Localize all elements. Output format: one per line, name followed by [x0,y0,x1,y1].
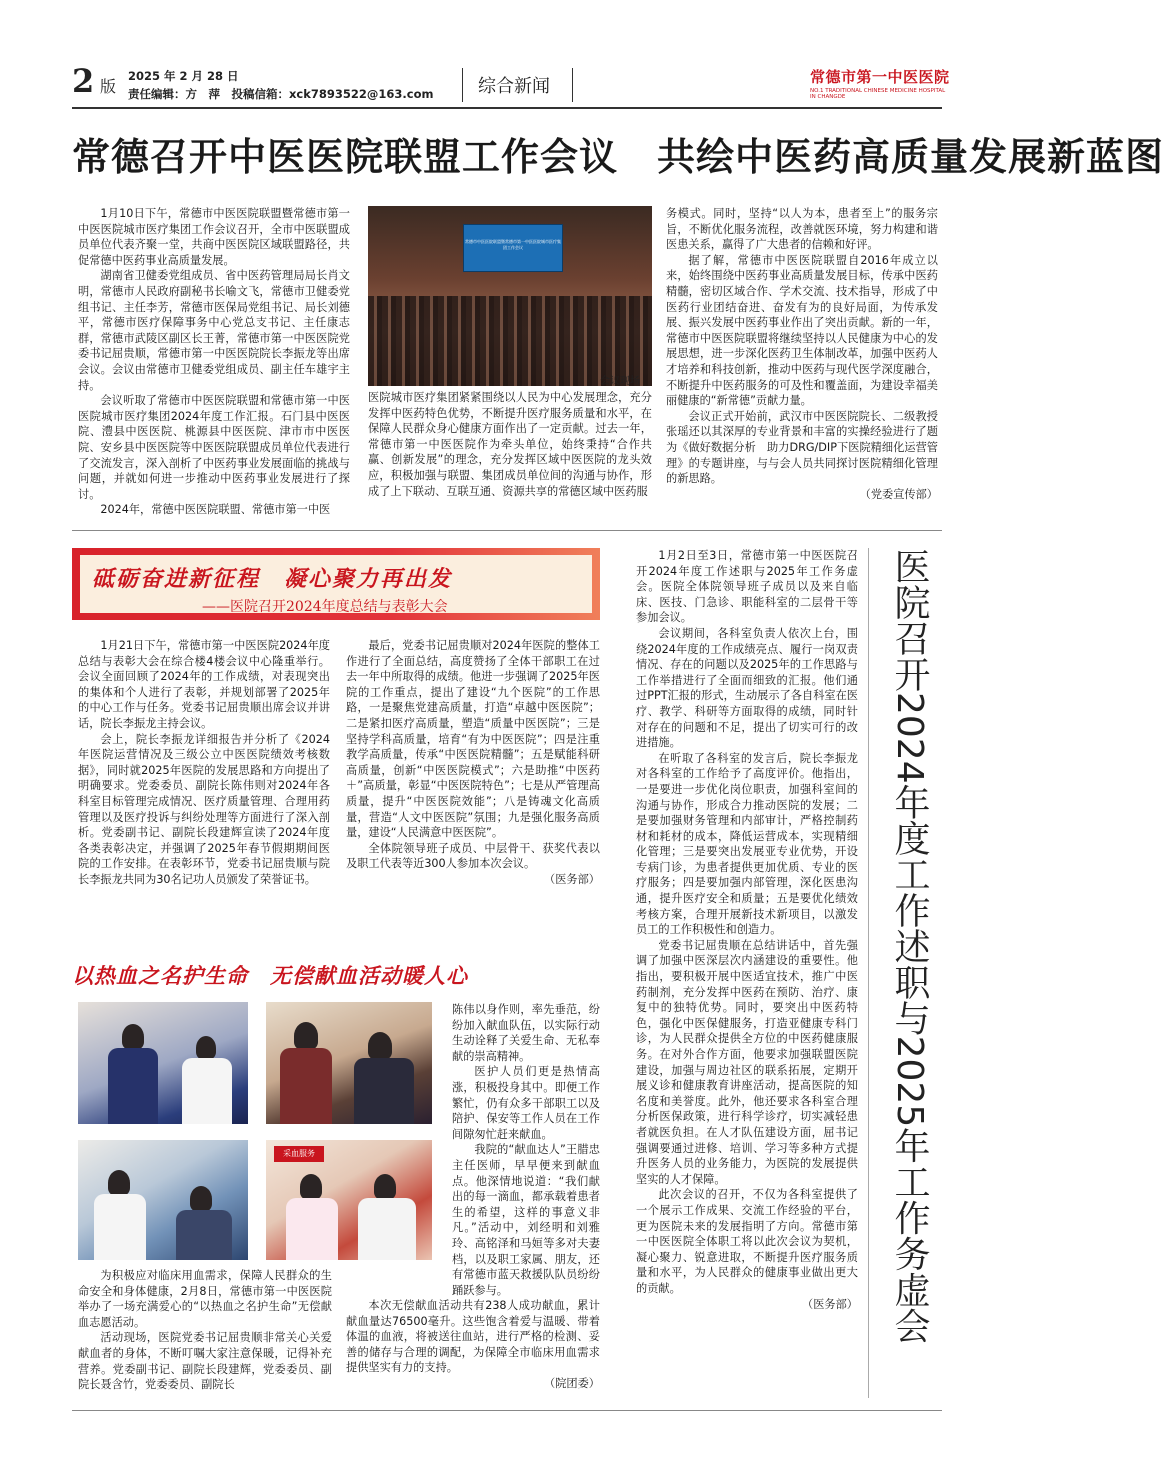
person-figure [94,1194,146,1260]
person-figure [354,1058,414,1124]
article1-column-1 [78,206,350,518]
masthead-rule [72,107,942,109]
paragraph: 务模式。同时，坚持“以人为本，患者至上”的服务宗旨，不断优化服务流程，改善就医环境，努力构建和谐医患关系，赢得了广大患者的信赖和好评。 [666,207,938,252]
person-figure [176,1210,232,1260]
blood-donation-photo-4 [266,1140,432,1260]
article1-column-3 [666,206,938,502]
paragraph: 会上，院长李振龙详细报告并分析了《2024年医院运营情况及三级公立中医医院绩效考核数据》，同时就2025年医院的发展思路和方向提出了明确要求。党委委员、副院长陈伟则对2024年各科室目标管理完成情况、医疗质量管理、合理用药管理以及医疗投诉与纠纷处理等方面进行了深入剖析。党委副书记、副院长段建辉宣读了2024年度各类表彰决定，并强调了2025年春节假期期间医院的工作安排。在表彰环节，党委书记屈贵顺与院长李振龙共同为30名记功人员颁发了荣誉证书。 [78,732,330,886]
paragraph: 本次无偿献血活动共有238人成功献血，累计献血量达76500毫升。这些饱含着爱与温暖、带着体温的血液，将被送往血站，进行严格的检测、妥善的储存与合理的调配，为保障全市临床用血需求提供坚实有力的支持。 [346,1299,600,1375]
article2-column-2 [346,638,600,888]
paragraph: 全体院领导班子成员、中层骨干、获奖代表以及职工代表等近300人参加本次会议。 [346,841,600,871]
column-rule [868,548,869,1398]
blood-donation-photo-1 [78,1002,248,1124]
paragraph: 党委书记屈贵顺在总结讲话中，首先强调了加强中医深层次内涵建设的重要性。他指出，要积极开展中医适宜技术，推广中医药制剂，充分发挥中医药在预防、治疗、康复中的独特优势。同时，要突出中医药特色，强化中医保健服务，打造亚健康专科门诊，为人民群众提供全方位的中医药健康服务。在对外合作方面，他要求加强联盟医院建设，加强与周边社区的联系拓展，定期开展义诊和健康教育讲座活动，提高医院的知名度和美誉度。此外，他还要求各科室合理分析医保政策，进行科学诊疗，切实减轻患者就医负担。在人才队伍建设方面，屈书记强调要通过进修、培训、学习等多种方式提升医务人员的业务能力，为医院的发展提供坚实的人才保障。 [636,938,858,1186]
photo-caption: 会议现场 [600,376,640,387]
article4-headline: 以热血之名护生命 无偿献血活动暖人心 [72,963,468,988]
byline: （院团委） [544,1376,600,1390]
section-rule [72,530,942,531]
article4-column-bottom [346,1298,600,1392]
conference-screen: 常德市中医医院联盟暨常德市第一中医医院城市医疗集团工作会议 [463,224,563,272]
paragraph: 湖南省卫健委党组成员、省中医药管理局局长肖文明，常德市人民政府副秘书长喻文飞，常德市卫健委党组书记、主任李芳，常德市医保局党组书记、局长刘德平，常德市医疗保障事务中心党总支书记、主任康志群，常德市武陵区副区长王菁，常德市第一中医医院党委书记屈贵顺，常德市第一中医医院院长李振龙等出席会议。会议由常德市卫健委党组成员、副主任车雄宇主持。 [78,269,350,392]
blood-donation-photo-3 [78,1140,248,1260]
hospital-logo-english: NO.1 TRADITIONAL CHINESE MEDICINE HOSPITAL IN CHANGDE [810,88,946,100]
person-figure [196,1036,216,1060]
paragraph: 1月2日至3日，常德市第一中医医院召开2024年度工作述职与2025年工作务虚会。医院全体院领导班子成员以及来自临床、医技、门急诊、职能科室的二层骨干等参加会议。 [636,549,858,625]
byline: （医务部） [802,1297,858,1311]
separator [572,68,573,102]
separator [462,68,463,102]
person-figure [286,1198,338,1260]
paragraph: 在听取了各科室的发言后，院长李振龙对各科室的工作给予了高度评价。他指出，一是要进一步优化岗位职责，加强科室间的沟通与协作，形成合力推动医院的发展；二是要加强财务管理和内部审计，严格控制药材和耗材的成本，降低运营成本，实现精细化管理；三是要突出发展亚专业优势，开设专病门诊，为患者提供更加优质、专业的医疗服务；四是要加强内部管理，深化医患沟通，提升医疗安全和质量；五是要优化绩效考核方案，合理开展新技术新项目，以激发员工的工作积极性和创造力。 [636,751,858,937]
paragraph: 会议期间，各科室负责人依次上台，围绕2024年度的工作成绩亮点、履行一岗双责情况、存在的问题以及2025年的工作思路与工作举措进行了全面而细致的汇报。他们通过PPT汇报的形式，生动展示了各自科室在医疗、教学、科研等方面取得的成绩，同时针对存在的问题和不足，提出了切实可行的改进措施。 [636,626,858,750]
paragraph: 此次会议的召开，不仅为各科室提供了一个展示工作成果、交流工作经验的平台，更为医院未来的发展指明了方向。常德市第一中医医院全体职工将以此次会议为契机，凝心聚力、锐意进取，不断提升医疗服务质量和水平，为人民群众的健康事业做出更大的贡献。 [636,1188,858,1295]
masthead [0,0,950,108]
paragraph: 1月21日下午，常德市第一中医医院2024年度总结与表彰大会在综合楼4楼会议中心隆重举行。会议全面回顾了2024年的工作成绩，对表现突出的集体和个人进行了表彰，并规划部署了2025年的中心工作与任务。党委书记屈贵顺出席会议并讲话，院长李振龙主持会议。 [78,639,330,730]
issue-date: 2025 年 2 月 28 日 [128,69,239,83]
person-figure [190,1186,212,1212]
byline: （党委宣传部） [859,487,938,501]
person-figure [280,1048,332,1124]
article2-column-1 [78,638,330,888]
page-suffix: 版 [100,77,117,96]
paragraph: 活动现场，医院党委书记屈贵顺非常关心关爱献血者的身体，不断叮嘱大家注意保暖，记得补充营养。党委副书记、副院长段建辉，党委委员、副院长聂含竹，党委委员、副院长 [78,1331,332,1392]
article2-subtitle: ——医院召开2024年度总结与表彰大会 [202,599,448,615]
paragraph: 会议正式开始前，武汉市中医医院院长、二级教授张瑶还以其深厚的专业背景和丰富的实操经验进行了题为《做好数据分析 助力DRG/DIP下医院精细化运营管理》的专题讲座，与与会人员共同探讨医院精细化管理的新思路。 [666,409,938,486]
paragraph: 最后，党委书记屈贵顺对2024年医院的整体工作进行了全面总结，高度赞扬了全体干部职工在过去一年中所取得的成绩。他进一步强调了2025年医院的工作重点，提出了建设“九个医院”的工作思路，一是聚焦党建高质量，打造“卓越中医医院”；二是紧扣医疗高质量，塑造“质量中医医院”；三是坚持学科高质量，培育“有为中医医院”；四是注重教学高质量，传承“中医医院精髓”；五是赋能科研高质量，创新“中医医院模式”；六是助推“中医药＋”高质量，彰显“中医医院特色”；七是从严管理高质量，提升“中医医院效能”；八是铸魂文化高质量，营造“人文中医医院”氛围；九是强化服务高质量，建设“人民满意中医医院”。 [346,639,600,840]
paragraph: 我院的“献血达人”王腊忠主任医师，早早便来到献血点。他深情地说道：“我们献出的每一滴血，都承载着患者生的希望，这样的事意义非凡。”活动中，刘经明和刘雅玲、高铭泽和马姮等多对夫妻档，以及职工家属、朋友，还有常德市蓝天救援队队员纷纷踊跃参与。 [452,1143,600,1297]
paragraph: 2024年，常德中医医院联盟、常德市第一中医 [100,503,331,517]
article2-headline: 砥砺奋进新征程 凝心聚力再出发 [92,566,453,592]
person-figure [294,1022,318,1050]
paragraph: 陈伟以身作则，率先垂范，纷纷加入献血队伍，以实际行动生动诠释了关爱生命、无私奉献的崇高精神。 [452,1003,600,1063]
article2-banner [72,548,600,620]
person-figure [368,1032,392,1060]
person-figure [300,1174,322,1200]
editor-line: 责任编辑：方 萍 投稿信箱：xck7893522@163.com [128,87,434,101]
station-sign: 采血服务 [274,1146,324,1162]
paragraph: 医护人员们更是热情高涨，积极投身其中。即便工作繁忙，仍有众多干部职工以及陪护、保安等工作人员在工作间隙匆忙赶来献血。 [452,1065,600,1141]
person-figure [108,1170,130,1196]
paragraph: 据了解，常德市中医医院联盟自2016年成立以来，始终围绕中医药事业高质量发展目标，传承中医药精髓，密切区域合作、学术交流、技术指导，形成了中医药行业团结奋进、奋发有为的良好局面，为传承发展、振兴发展中医药事业作出了突出贡献。新的一年，常德市中医医院联盟将继续坚持以人民健康为中心的发展思想，进一步深化医药卫生体制改革，加强中医药人才培养和科技创新，推动中医药与现代医学深度融合，不断提升中医药服务的可及性和覆盖面，为建设幸福美丽健康的“新常德”贡献力量。 [666,253,938,408]
paragraph: 会议听取了常德市中医医院联盟和常德市第一中医医院城市医疗集团2024年度工作汇报。石门县中医医院、澧县中医医院、桃源县中医医院、津市市中医医院、安乡县中医医院等中医医院联盟成员单位代表进行了交流发言，深入剖析了中医药事业发展面临的挑战与问题，并就如何进一步推动中医药事业发展进行了探讨。 [78,394,350,501]
blood-donation-photo-2 [266,1002,432,1124]
section-name: 综合新闻 [478,76,550,97]
page-number: 2 [72,62,95,100]
paragraph: 为积极应对临床用血需求，保障人民群众的生命安全和身体健康，2月8日，常德市第一中医医院举办了一场充满爱心的“以热血之名护生命”无偿献血志愿活动。 [78,1269,332,1329]
bottom-rule [72,1410,942,1411]
article1-column-2 [368,390,652,499]
conference-photo [368,206,652,386]
article1-headline: 常德召开中医医院联盟工作会议 共绘中医药高质量发展新蓝图 [72,134,1164,179]
person-figure [122,1024,144,1050]
hospital-logo: 常德市第一中医医院 [810,68,950,86]
article3-column [636,548,858,1312]
byline: （医务部） [544,872,600,886]
article4-column-left [78,1268,332,1393]
paragraph: 1月10日下午，常德市中医医院联盟暨常德市第一中医医院城市医疗集团工作会议召开，全市中医联盟成员单位代表齐聚一堂，共商中医医院区域联盟路径，共促常德中医药事业高质量发展。 [78,207,350,267]
person-figure [108,1048,158,1124]
person-figure [182,1058,232,1124]
paragraph: 医院城市医疗集团紧紧围绕以人民为中心发展理念，充分发挥中医药特色优势，不断提升医疗服务质量和水平，在保障人民群众身心健康方面作出了一定贡献。过去一年，常德市第一中医医院作为牵头单位，始终秉持“合作共赢、创新发展”的理念，充分发挥区域中医医院的龙头效应，积极加强与联盟、集团成员单位间的沟通与协作，形成了上下联动、互联互通、资源共享的常德区域中医药服 [368,391,652,498]
person-figure [374,1174,396,1200]
article4-column-right [452,1002,600,1298]
person-figure [358,1198,416,1260]
article3-vertical-headline: 医院召开2024年度工作述职与2025年工作务虚会 [889,548,930,1344]
